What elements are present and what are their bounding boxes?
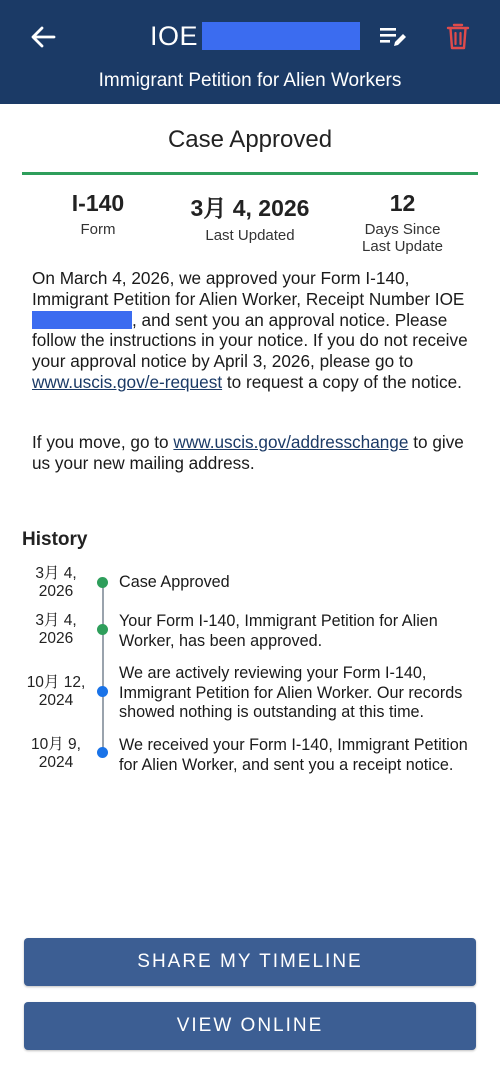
trash-icon [446, 22, 470, 50]
stat-last-updated [170, 190, 330, 244]
app-header [0, 0, 500, 104]
redacted-receipt-inline [32, 311, 132, 329]
days-since-label-line2: Last Update [362, 238, 443, 255]
history-text: Case Approved [119, 573, 230, 591]
history-date-line2: 2026 [38, 583, 74, 600]
history-status-dot [97, 747, 108, 758]
history-date [20, 612, 92, 648]
last-updated-value: 3月 4, 2026 [190, 195, 310, 221]
history-date-line1: 10月 12, [26, 674, 86, 691]
history-date-line1: 3月 4, [35, 565, 77, 582]
edit-button[interactable] [376, 20, 410, 54]
case-type-subtitle: Immigrant Petition for Alien Workers [98, 70, 402, 91]
history-text: We are actively reviewing your Form I-140, Immigrant Petition for Alien Worker. Our records showed nothing is outstanding at this time. [119, 664, 463, 722]
back-button[interactable] [24, 18, 62, 56]
address-note-part2: to give us your new mailing address. [32, 432, 464, 473]
history-date-line1: 3月 4, [35, 612, 77, 629]
timeline-line [102, 578, 104, 756]
stat-form [48, 190, 148, 238]
history-status-dot [97, 624, 108, 635]
history-date [20, 674, 92, 710]
edit-list-icon [379, 25, 407, 49]
view-online-button[interactable]: VIEW ONLINE [24, 1002, 476, 1050]
history-status-dot [97, 686, 108, 697]
form-label: Form [80, 221, 116, 238]
last-updated-label: Last Updated [205, 227, 295, 244]
history-text: We received your Form I-140, Immigrant Petition for Alien Worker, and sent you a receipt notice. [119, 736, 468, 774]
days-since-value: 12 [389, 190, 416, 216]
e-request-link[interactable]: www.uscis.gov/e-request [32, 371, 223, 392]
history-date-line1: 10月 9, [31, 736, 81, 753]
receipt-prefix: IOE [150, 20, 199, 51]
history-date [20, 736, 92, 772]
days-since-label-line1: Days Since [364, 221, 441, 238]
description-part3: to request a copy of the notice. [222, 371, 462, 392]
address-change-link[interactable]: www.uscis.gov/addresschange [173, 432, 409, 452]
description-part1: On March 4, 2026, we approved your Form I-140, Immigrant Petition for Alien Worker, Receipt Number IOE [32, 268, 465, 309]
redacted-receipt-number [202, 22, 360, 50]
days-since-label [350, 221, 455, 255]
history-date [20, 565, 92, 601]
address-note-part1: If you move, go to [32, 432, 174, 452]
stat-days-since [350, 190, 455, 255]
receipt-number-title [150, 16, 360, 56]
description-part2: , and sent you an approval notice. Please follow the instructions in your notice. If you do not receive your approval notice by April 3, 2026, please go to [32, 309, 468, 372]
status-divider [22, 172, 478, 175]
case-status-title: Case Approved [167, 126, 333, 153]
history-text: Your Form I-140, Immigrant Petition for Alien Worker, has been approved. [119, 612, 438, 650]
history-date-line2: 2024 [38, 692, 74, 709]
case-description [32, 268, 477, 393]
address-change-note [32, 432, 477, 474]
arrow-left-icon [30, 24, 56, 50]
history-date-line2: 2026 [38, 630, 74, 647]
share-timeline-button[interactable]: SHARE MY TIMELINE [24, 938, 476, 986]
history-date-line2: 2024 [38, 754, 74, 771]
history-heading: History [22, 529, 88, 550]
delete-button[interactable] [441, 18, 475, 54]
history-status-dot [97, 577, 108, 588]
form-value: I-140 [71, 190, 125, 216]
